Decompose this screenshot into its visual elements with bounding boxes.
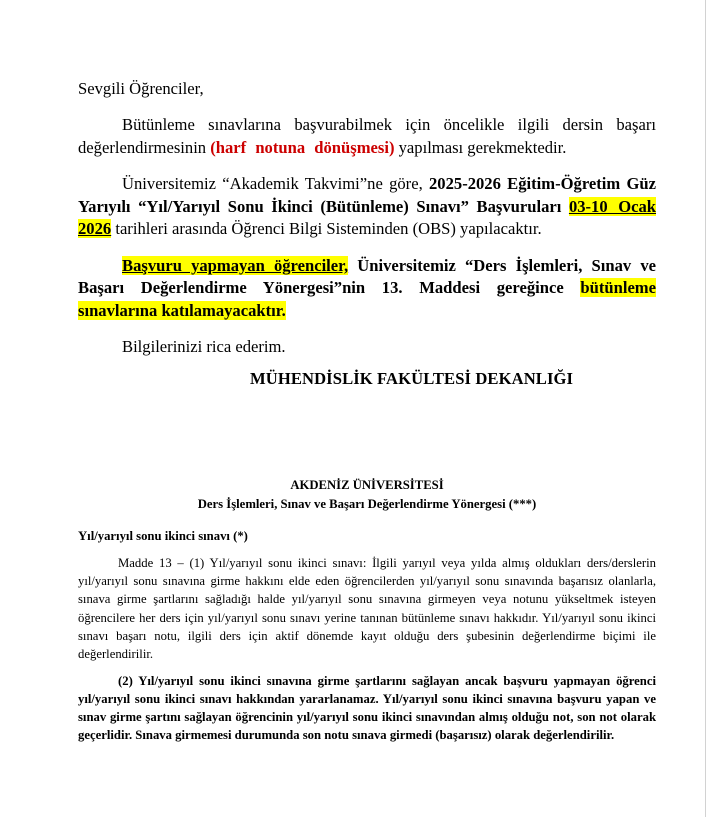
letter-signature-dean-office: MÜHENDİSLİK FAKÜLTESİ DEKANLIĞI (250, 368, 574, 388)
cannot-attend-makeup-highlight: bütünleme sınavlarına katılamayacaktır. (78, 278, 656, 320)
paragraph-2-text-part-2: tarihleri arasında Öğrenci Bilgi Sisteminden (OBS) yapılacaktır. (111, 219, 542, 239)
letter-paragraph-1 (78, 114, 656, 159)
document-body (78, 78, 656, 744)
regulation-clause-1: Madde 13 – (1) Yıl/yarıyıl sonu ikinci sınavı: İlgili yarıyıl veya yılda almış oldukları ders/derslerin yıl/yarıyıl sonu sınavına girme hakkını elde eden öğrencilerden yıl/yarıyıl sonu sınavında başarısız olanlarla, sınava girme şartlarını sağladığı halde yıl/yarıyıl sonu sınavına girmeyen veya notunu yükseltmek isteyen öğrencilere her ders için yıl/yarıyıl sonu sınavı yerine tanınan bütünleme sınavı hakkıdır. Yıl/yarıyıl sonu ikinci sınavı başarı notu, ilgili ders için aktif dönemde kayıt olduğu ders şubesinin değerlendirme biçimi ile değerlendirilir. (78, 556, 656, 661)
paragraph-2-space-before-date (561, 197, 569, 216)
regulation-clause-2: (2) Yıl/yarıyıl sonu ikinci sınavına girme şartlarını sağlayan ancak başvuru yapmayan öğrenci yıl/yarıyıl sonu ikinci sınavı hakkından yararlanamaz. Yıl/yarıyıl sonu ikinci sınavına başvuru yapan ve sınav girme şartını sağlayan öğrencinin yıl/yarıyıl sonu ikinci sınavından almış olduğu not, son not olarak geçerlidir. Sınava girmemesi durumunda son notu sınava girmedi (başarısız) olarak değerlendirilir. (78, 673, 656, 742)
regulation-excerpt (78, 476, 656, 743)
letter-greeting: Sevgili Öğrenciler, (78, 79, 204, 98)
paragraph-1-red-emphasis: (harf notuna dönüşmesi) (210, 137, 395, 157)
page-right-edge-rule (705, 0, 706, 817)
letter-closing: Bilgilerinizi rica ederim. (122, 337, 286, 357)
paragraph-2-text-part-1: Üniversitemiz “Akademik Takvimi”ne göre, (122, 174, 429, 194)
no-application-students-highlight: Başvuru yapmayan öğrenciler, (122, 255, 349, 275)
letter-paragraph-3 (78, 255, 656, 322)
letter-paragraph-2 (78, 173, 656, 240)
paragraph-3-bold-middle: Üniversitemiz “Ders İşlemleri, Sınav ve Başarı Değerlendirme Yönergesi”nin 13. Maddesi gereğince (78, 255, 656, 298)
application-date-range-highlight: 03-10 Ocak 2026 (78, 196, 657, 239)
announcement-letter (78, 78, 656, 390)
paragraph-1-text-part-1: Bütünleme sınavlarına başvurabilmek için öncelikle ilgili dersin başarı değerlendirmesinin (78, 115, 656, 157)
paragraph-2-bold-exam-title: 2025-2026 Eğitim-Öğretim Güz Yarıyılı “Yıl/Yarıyıl Sonu İkinci (Bütünleme) Sınavı” Başvuruları (78, 174, 656, 216)
regulation-title: Ders İşlemleri, Sınav ve Başarı Değerlendirme Yönergesi (***) (197, 497, 537, 512)
regulation-subheading: Yıl/yarıyıl sonu ikinci sınavı (*) (78, 529, 248, 544)
paragraph-1-text-part-2: yapılması gerekmektedir. (394, 137, 567, 157)
regulation-institution-name: AKDENİZ ÜNİVERSİTESİ (290, 478, 444, 493)
